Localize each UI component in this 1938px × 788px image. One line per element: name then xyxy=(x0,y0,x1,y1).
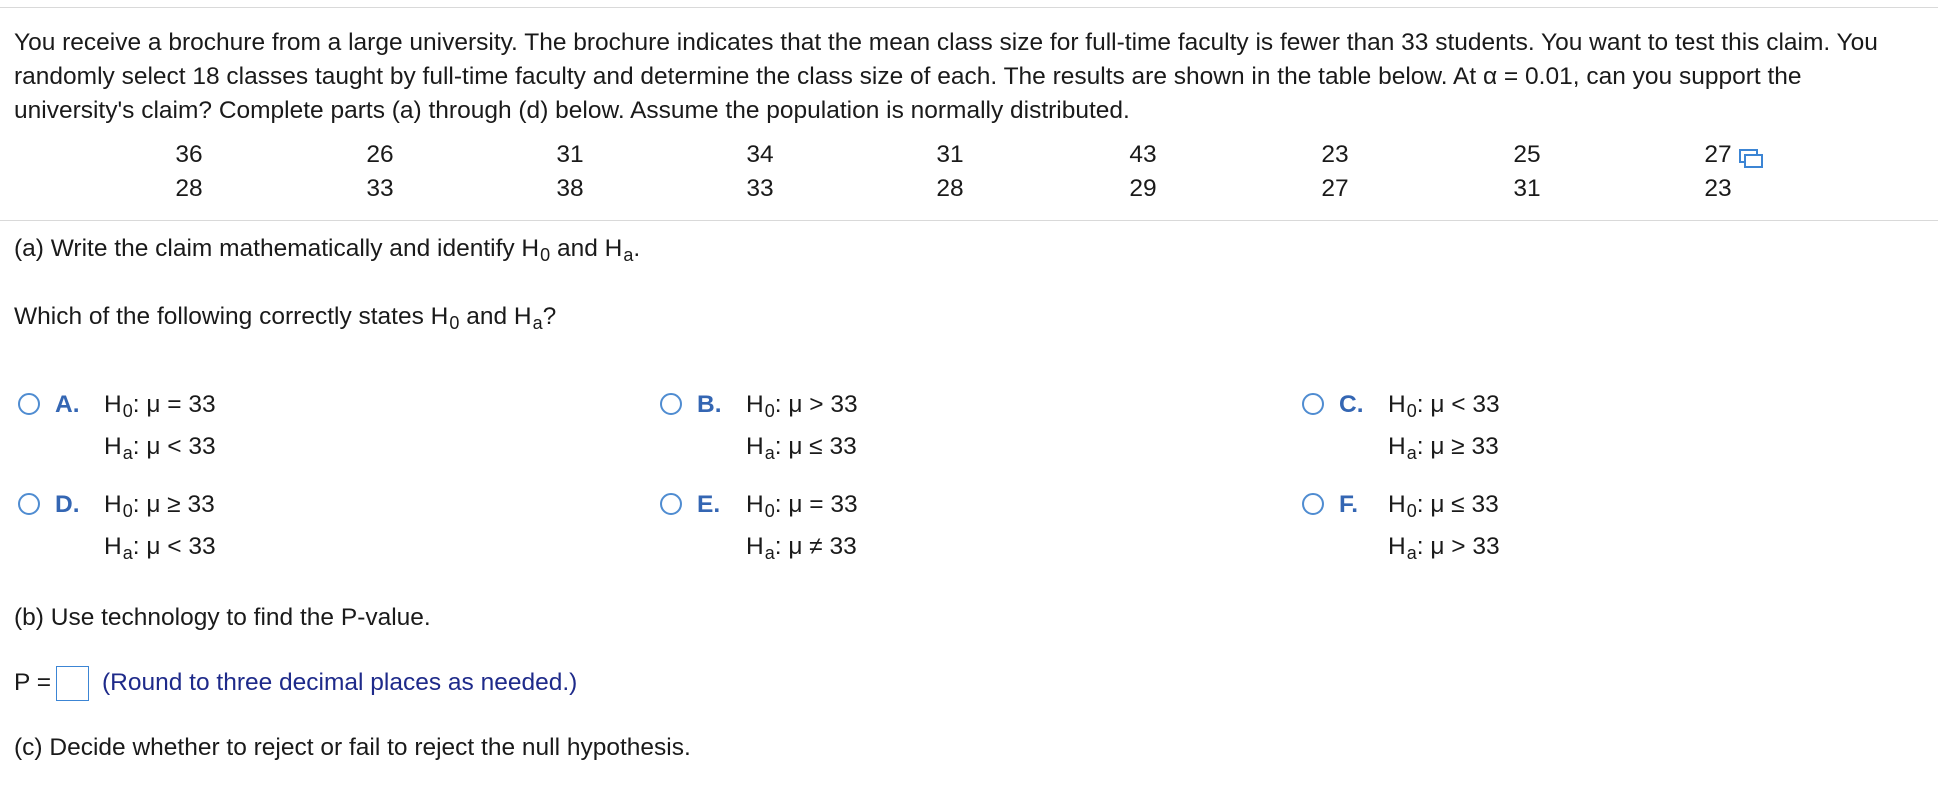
table-cell: 31 xyxy=(556,141,584,168)
table-cell: 38 xyxy=(556,175,584,202)
h0-statement: $H_0$: μ ≤ 33 xyxy=(1388,491,1499,521)
rounding-hint: (Round to three decimal places as needed.) xyxy=(102,669,578,696)
part-a-question: Which of the following correctly states $H_0$ and $H_a$? xyxy=(14,303,557,333)
ha-statement: $H_a$: μ ≠ 33 xyxy=(746,533,857,563)
table-cell: 23 xyxy=(1321,141,1349,168)
h0-statement: $H_0$: μ ≥ 33 xyxy=(104,491,215,521)
radio-button[interactable] xyxy=(18,493,40,515)
part-c-prompt: (c) Decide whether to reject or fail to reject the null hypothesis. xyxy=(14,734,691,761)
part-b-prompt: (b) Use technology to find the P-value. xyxy=(14,604,431,631)
table-divider xyxy=(0,220,1938,221)
p-value-input[interactable] xyxy=(56,666,89,701)
radio-button[interactable] xyxy=(660,493,682,515)
table-row xyxy=(0,172,1938,206)
expand-table-icon[interactable] xyxy=(1738,148,1764,170)
h0-statement: $H_0$: μ = 33 xyxy=(746,491,858,521)
option-letter: C. xyxy=(1339,391,1364,418)
p-value-label: P = xyxy=(14,669,52,696)
option-letter: B. xyxy=(697,391,722,418)
option-letter: D. xyxy=(55,491,80,518)
table-cell: 29 xyxy=(1129,175,1157,202)
table-cell: 23 xyxy=(1704,175,1732,202)
question-text: You receive a brochure from a large university. The brochure indicates that the mean class size for full-time faculty is fewer than 33 students. You want to test this claim. You randomly select 18 classes taught by full-time faculty and determine the class size of each. The results are shown in the table below. At α = 0.01, can you support the university's claim? Complete parts (a) through (d) below. Assume the population is normally distributed. xyxy=(14,29,1878,124)
option-f[interactable] xyxy=(1302,491,1862,581)
table-cell: 27 xyxy=(1321,175,1349,202)
ha-statement: $H_a$: μ ≥ 33 xyxy=(1388,433,1499,463)
table-cell: 26 xyxy=(366,141,394,168)
ha-statement: $H_a$: μ < 33 xyxy=(104,433,216,463)
ha-statement: $H_a$: μ > 33 xyxy=(1388,533,1500,563)
option-a[interactable] xyxy=(18,391,578,481)
table-row xyxy=(0,138,1938,172)
ha-statement: $H_a$: μ ≤ 33 xyxy=(746,433,857,463)
option-d[interactable] xyxy=(18,491,578,581)
option-letter: F. xyxy=(1339,491,1359,518)
option-c[interactable] xyxy=(1302,391,1862,481)
h0-statement: $H_0$: μ < 33 xyxy=(1388,391,1500,421)
table-cell: 34 xyxy=(746,141,774,168)
table-cell: 36 xyxy=(175,141,203,168)
table-cell: 31 xyxy=(936,141,964,168)
ha-statement: $H_a$: μ < 33 xyxy=(104,533,216,563)
h0-statement: $H_0$: μ > 33 xyxy=(746,391,858,421)
table-cell: 33 xyxy=(366,175,394,202)
option-letter: E. xyxy=(697,491,721,518)
table-cell: 25 xyxy=(1513,141,1541,168)
radio-button[interactable] xyxy=(18,393,40,415)
radio-button[interactable] xyxy=(660,393,682,415)
table-cell: 27 xyxy=(1704,141,1732,168)
radio-button[interactable] xyxy=(1302,393,1324,415)
part-a-prompt: (a) Write the claim mathematically and identify $H_0$ and $H_a$. xyxy=(14,235,641,265)
option-letter: A. xyxy=(55,391,80,418)
table-cell: 28 xyxy=(936,175,964,202)
option-e[interactable] xyxy=(660,491,1220,581)
option-b[interactable] xyxy=(660,391,1220,481)
table-cell: 33 xyxy=(746,175,774,202)
table-cell: 31 xyxy=(1513,175,1541,202)
table-cell: 28 xyxy=(175,175,203,202)
table-cell: 43 xyxy=(1129,141,1157,168)
radio-button[interactable] xyxy=(1302,493,1324,515)
h0-statement: $H_0$: μ = 33 xyxy=(104,391,216,421)
top-divider xyxy=(0,7,1938,8)
